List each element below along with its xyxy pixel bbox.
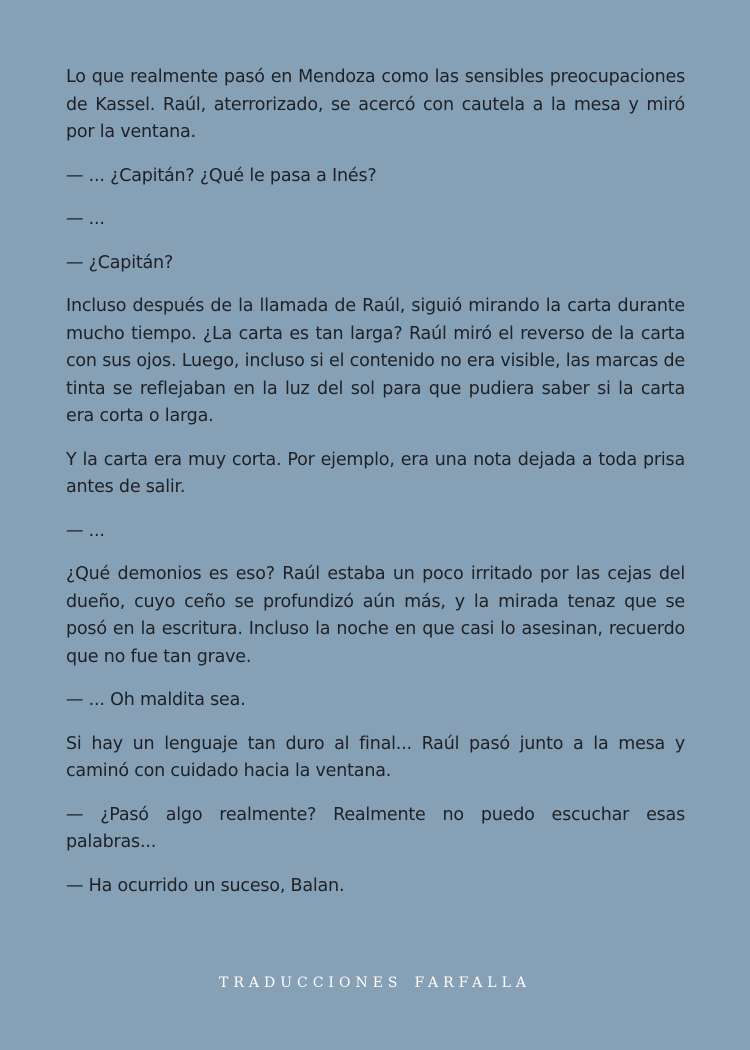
dialogue-line: — ¿Capitán?	[66, 252, 174, 273]
dialogue-line: — ...	[66, 520, 105, 541]
dialogue-line: — ...	[66, 209, 105, 229]
dialogue-line: — ¿Pasó algo realmente? Realmente no puedo escuchar esas palabras...	[66, 804, 685, 852]
paragraph: Lo que realmente pasó en Mendoza como las sensibles preocupaciones de Kassel. Raúl, aterrorizado, se acercó con cautela a la mesa y miró por la ventana.	[66, 67, 685, 142]
dialogue-line: — Ha ocurrido un suceso, Balan.	[66, 875, 345, 896]
page-body	[66, 64, 685, 916]
footer-word-1: TRADUCCIONES	[219, 975, 403, 991]
dialogue-line: — ... Oh maldita sea.	[66, 690, 246, 710]
footer-word-2: FARFALLA	[414, 975, 531, 991]
paragraph: Y la carta era muy corta. Por ejemplo, era una nota dejada a toda prisa antes de salir.	[66, 449, 685, 497]
paragraph: ¿Qué demonios es eso? Raúl estaba un poco irritado por las cejas del dueño, cuyo ceño se profundizó aún más, y la mirada tenaz que se posó en la escritura. Incluso la noche en que casi lo asesinan, recuerdo que no fue tan grave.	[66, 564, 685, 667]
dialogue-line: — ... ¿Capitán? ¿Qué le pasa a Inés?	[66, 165, 377, 186]
footer-credit	[0, 975, 750, 991]
paragraph: Si hay un lenguaje tan duro al final... Raúl pasó junto a la mesa y caminó con cuidado hacia la ventana.	[66, 733, 685, 781]
paragraph: Incluso después de la llamada de Raúl, siguió mirando la carta durante mucho tiempo. ¿La carta es tan larga? Raúl miró el reverso de la carta con sus ojos. Luego, incluso si el contenido no era visible, las marcas de tinta se reflejaban en la luz del sol para que pudiera saber si la carta era corta o larga.	[66, 296, 685, 426]
